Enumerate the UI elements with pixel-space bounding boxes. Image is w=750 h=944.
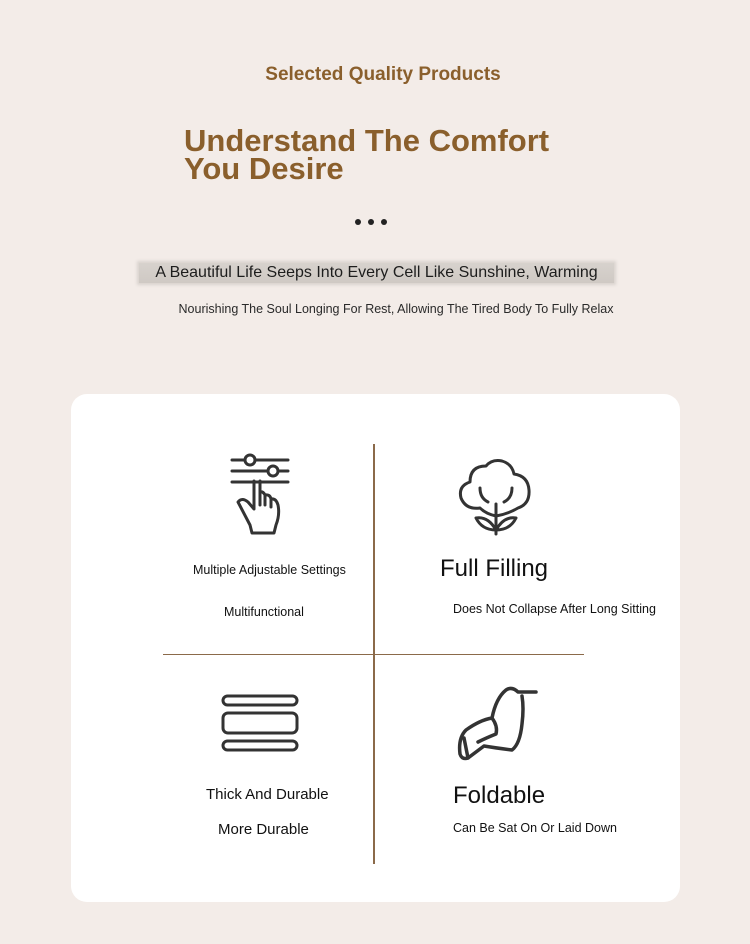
cotton-icon: [458, 458, 534, 536]
feature-2-title: Full Filling: [440, 555, 549, 582]
feature-card: [71, 394, 680, 902]
feature-3-title: Thick And Durable: [206, 786, 329, 803]
feature-3-subtitle: More Durable: [218, 821, 309, 838]
feature-4-title: Foldable: [453, 782, 546, 809]
feature-1-subtitle: Multifunctional: [224, 605, 304, 619]
horizontal-divider: [163, 654, 584, 655]
tagline: A Beautiful Life Seeps Into Every Cell Like Sunshine, Warming: [139, 263, 614, 283]
chair-icon: [456, 684, 540, 764]
headline: [184, 123, 664, 186]
adjust-hand-icon: [228, 451, 292, 537]
feature-4-subtitle: Can Be Sat On Or Laid Down: [453, 821, 617, 835]
subline: Nourishing The Soul Longing For Rest, Allowing The Tired Body To Fully Relax: [178, 302, 614, 316]
feature-2-subtitle: Does Not Collapse After Long Sitting: [453, 602, 656, 616]
feature-1-title: Multiple Adjustable Settings: [193, 563, 346, 577]
headline-line-1: Understand The Comfort: [184, 123, 550, 158]
headline-line-2: You Desire: [184, 151, 344, 186]
layers-icon: [221, 694, 299, 752]
eyebrow-title: Selected Quality Products: [265, 64, 501, 85]
dots-divider: [355, 219, 387, 225]
